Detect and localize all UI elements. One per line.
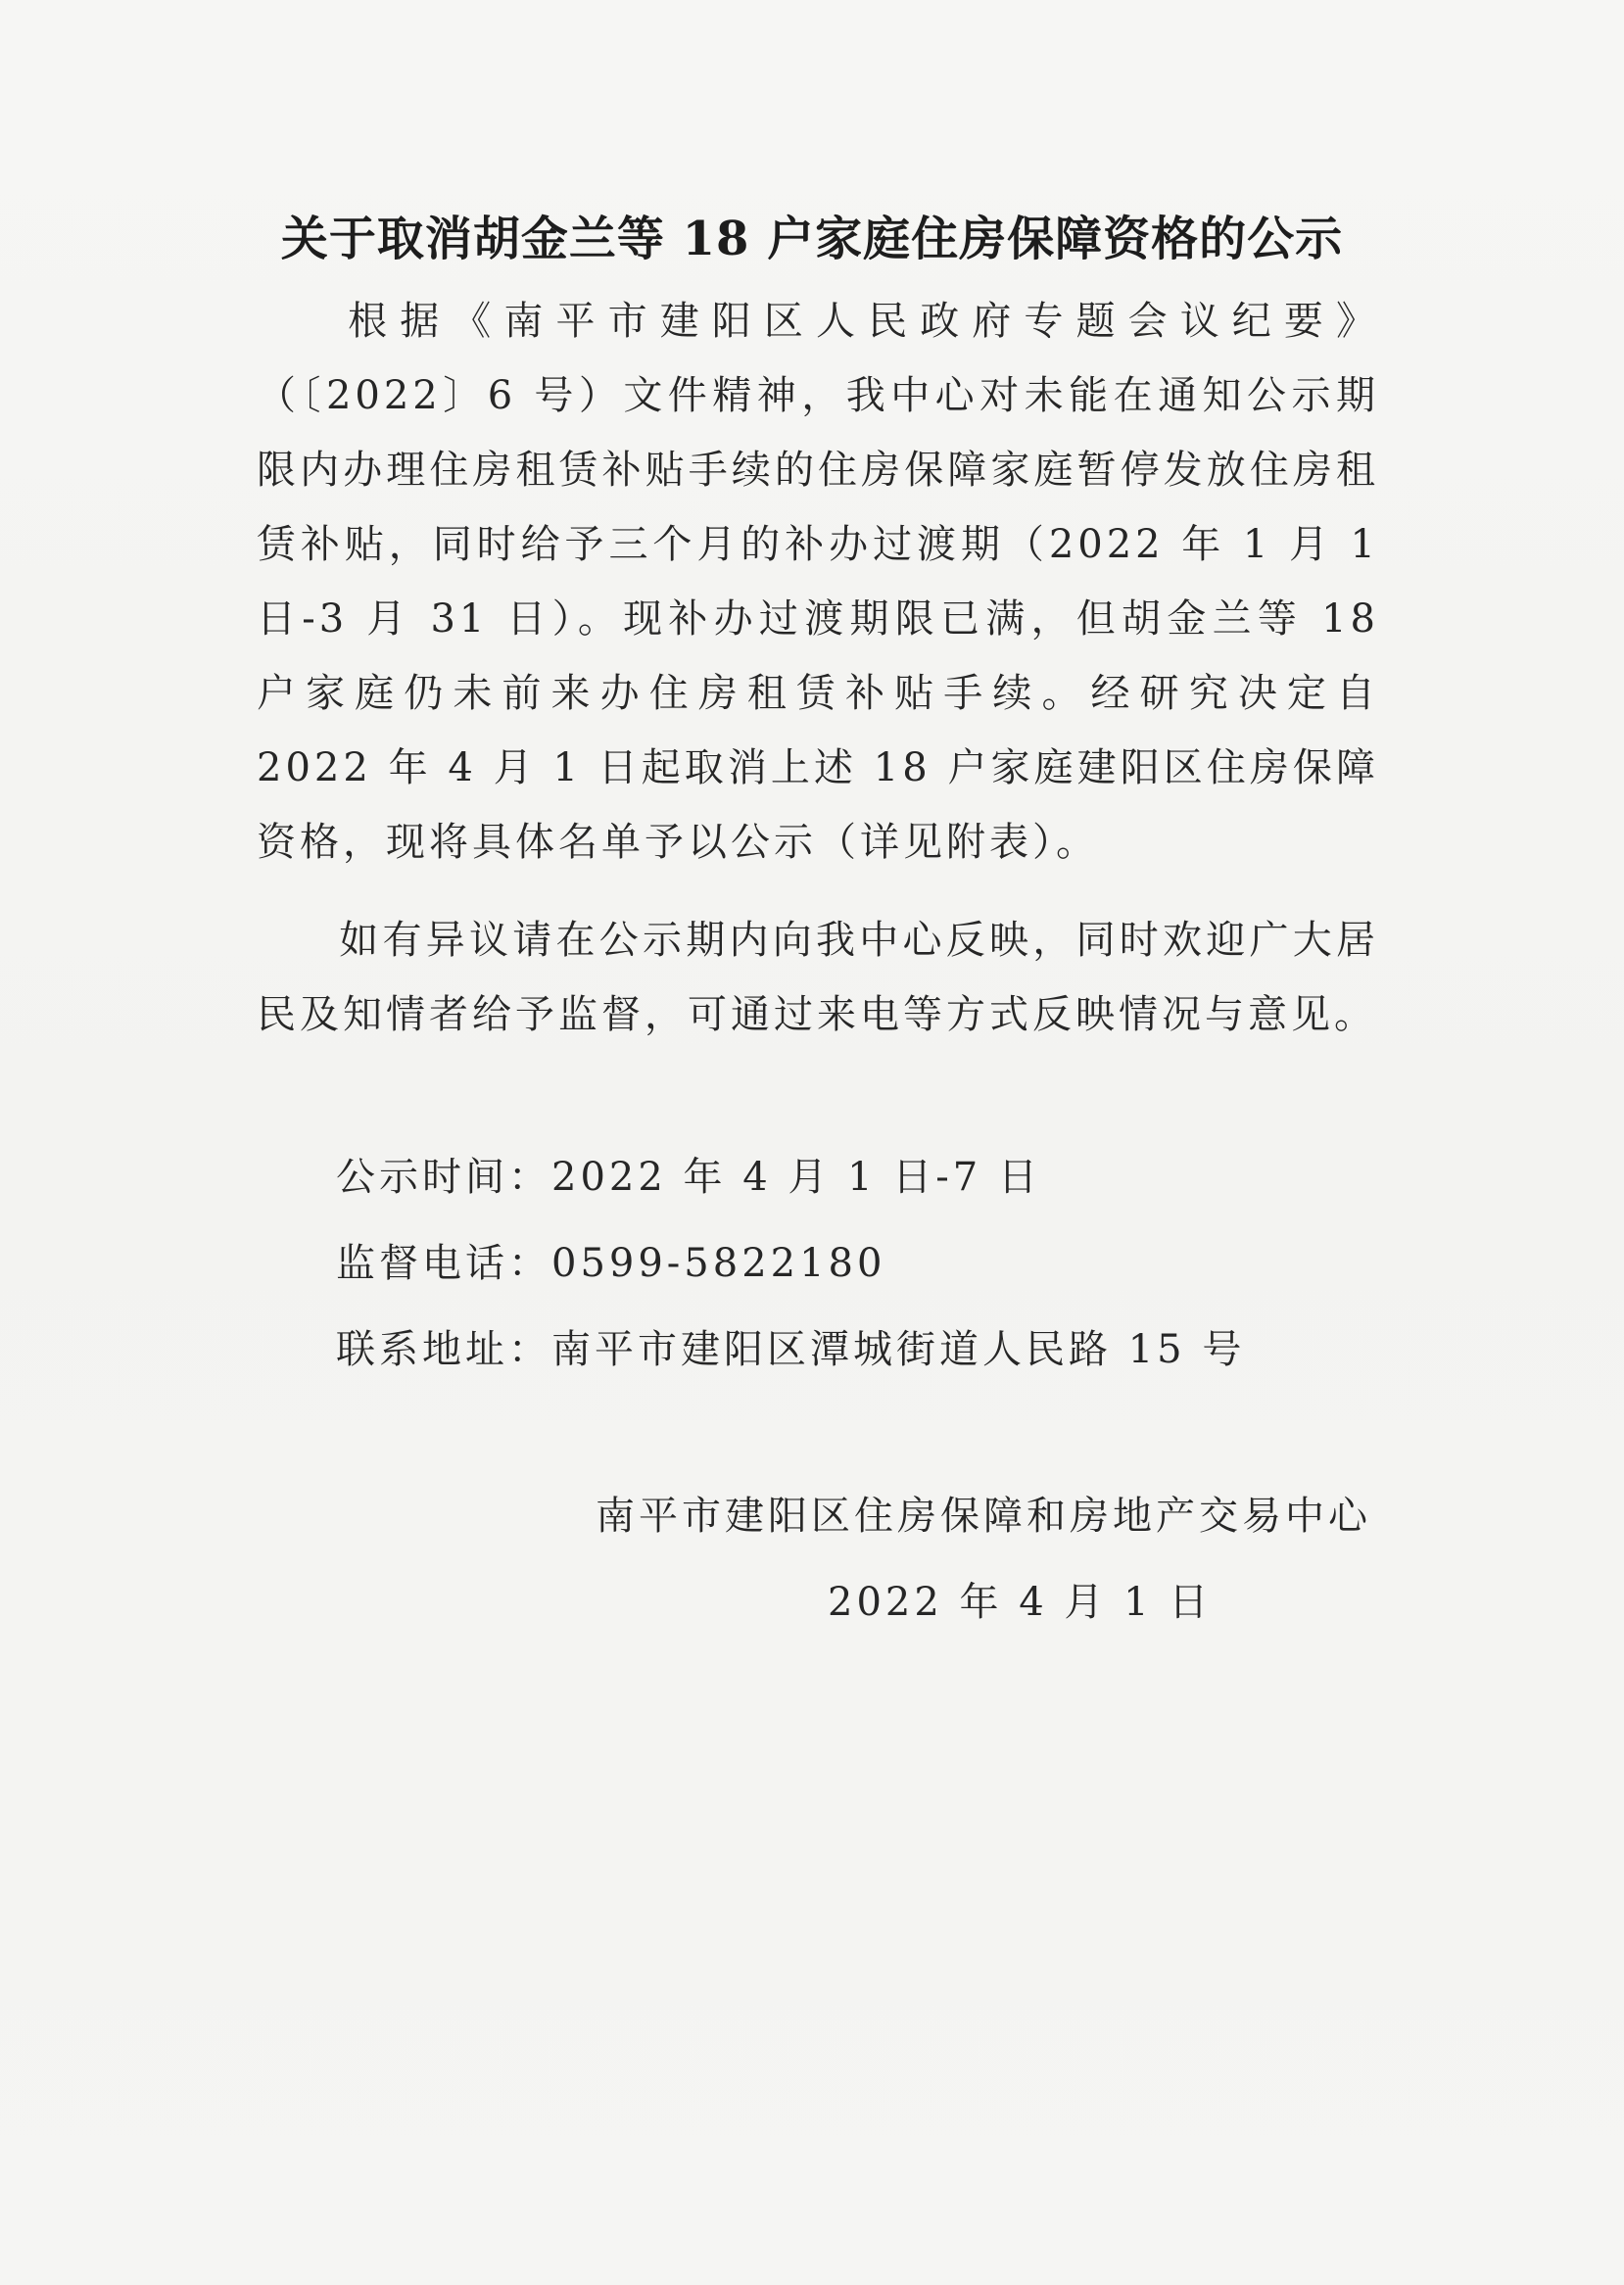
contact-address: 联系地址：南平市建阳区潭城街道人民路 15 号 xyxy=(336,1327,1246,1372)
signature-organization: 南平市建阳区住房保障和房地产交易中心 xyxy=(596,1494,1371,1539)
supervision-phone: 监督电话：0599-5822180 xyxy=(336,1241,886,1286)
paragraph-2 xyxy=(257,903,1379,1052)
paragraph-1-text: 根据《南平市建阳区人民政府专题会议纪要》（〔2022〕6 号）文件精神，我中心对未能在通知公示期限内办理住房租赁补贴手续的住房保障家庭暂停发放住房租赁补贴，同时给予三个月的补办过渡期（2022 年 1 月 1 日-3 月 31 日）。现补办过渡期限已满，但胡金兰等 18 户家庭仍未前来办住房租赁补贴手续。经研究决定自 2022 年 4 月 1 日起取消上述 18 户家庭建阳区住房保障资格，现将具体名单予以公示（详见附表）。 xyxy=(257,299,1379,865)
signature-date: 2022 年 4 月 1 日 xyxy=(828,1580,1213,1625)
paragraph-1 xyxy=(257,284,1379,880)
document-title: 关于取消胡金兰等 18 户家庭住房保障资格的公示 xyxy=(280,212,1344,266)
paragraph-2-text: 如有异议请在公示期内向我中心反映，同时欢迎广大居民及知情者给予监督，可通过来电等方式反映情况与意见。 xyxy=(257,918,1379,1037)
notice-period: 公示时间：2022 年 4 月 1 日-7 日 xyxy=(336,1155,1041,1200)
